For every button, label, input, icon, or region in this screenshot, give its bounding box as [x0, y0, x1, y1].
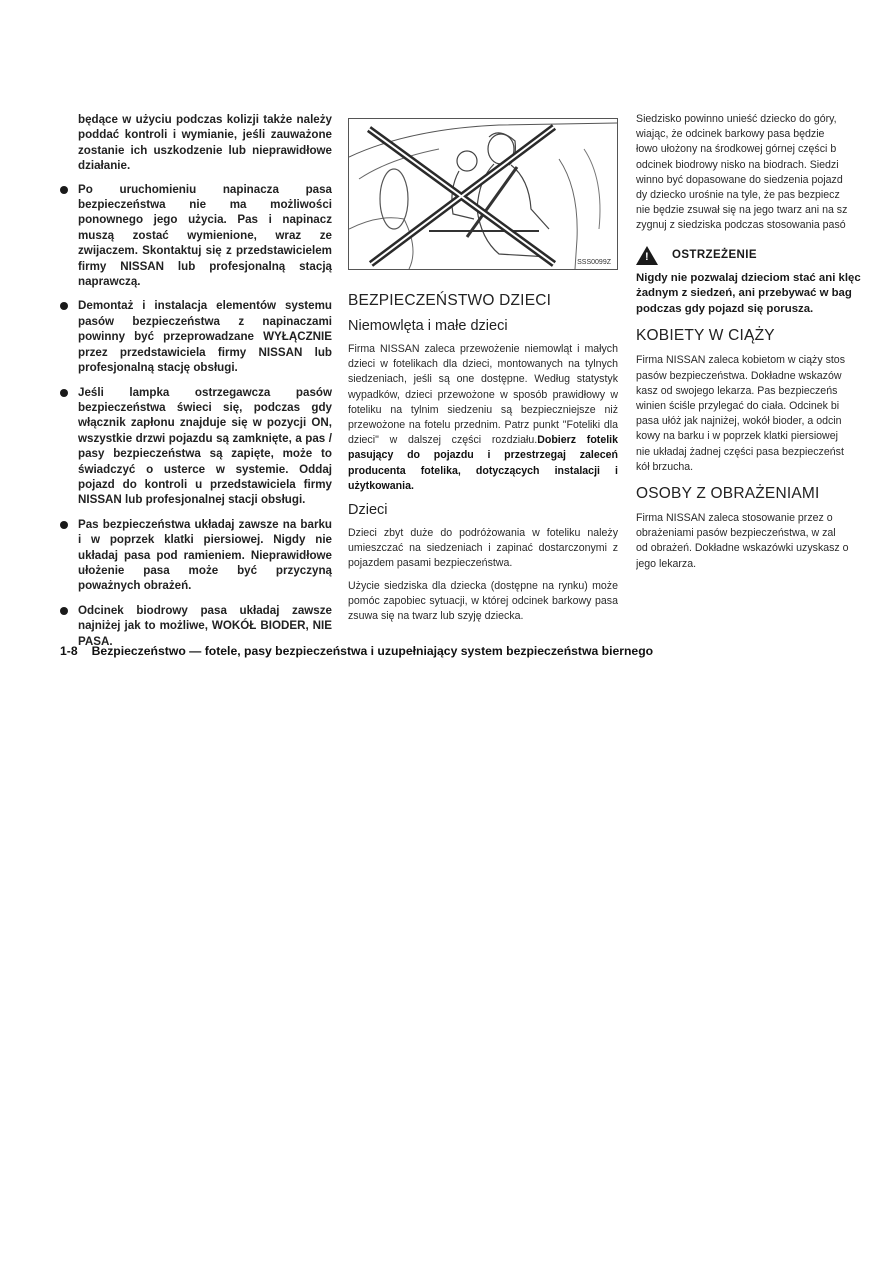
figure-code: SSS0099Z	[577, 259, 611, 266]
bullet-icon	[60, 302, 68, 310]
list-item: Odcinek biodrowy pasa układaj zawsze najniżej jak to możliwe, WOKÓŁ BIODER, NIE PASA.	[60, 603, 332, 649]
footer-title: Bezpieczeństwo — fotele, pasy bezpieczeństwa i uzupełniający system bezpieczeństwa biernego	[91, 644, 654, 658]
infants-bold-note: Dobierz fotelik pasujący do pojazdu i przestrzegaj zaleceń producenta fotelika, dotyczących instalacji i użytkowania.	[348, 434, 618, 492]
intro-paragraph: będące w użyciu podczas kolizji także należy poddać kontroli i wymianie, jeśli zauważone zostanie ich uszkodzenie lub nieprawidłowe działanie.	[78, 113, 332, 173]
list-item: Jeśli lampka ostrzegawcza pasów bezpieczeństwa świeci się, podczas gdy włącznik zapłonu znajduje się w pozycji ON, wszystkie drzwi pojazdu są zamknięte, a pas / pasy bezpieczeństwa są zapięte, może to świadczyć o usterce w systemie. Oddaj pojazd do kontroli u przedstawiciela firmy NISSAN lub profesjonalnej stacji obsługi.	[60, 385, 332, 508]
section-title-injured-persons: OSOBY Z OBRAŻENIAMI	[636, 485, 820, 503]
warning-triangle-icon: !	[636, 246, 658, 265]
section-title-child-safety: BEZPIECZEŃSTWO DZIECI	[348, 292, 552, 309]
children-paragraph-2: Użycie siedziska dla dziecka (dostępne na rynku) może pomóc zapobiec sytuacji, w której odcinek barkowy pasa zsuwa się na twarz lub szyję dziecka.	[348, 579, 618, 623]
bullet-list	[60, 182, 332, 649]
list-item: Demontaż i instalacja elementów systemu pasów bezpieczeństwa z napinaczami powinny być przeprowadzane WYŁĄCZNIE przez przedstawiciela firmy NISSAN lub profesjonalną stację obsługi.	[60, 298, 332, 375]
warning-header	[636, 246, 876, 265]
subsection-title-infants: Niemowlęta i małe dzieci	[348, 318, 508, 334]
infants-paragraph: Firma NISSAN zaleca przewożenie niemowląt i małych dzieci w fotelikach dla dzieci, montowanych na tylnych siedzeniach, jeśli są one dostępne. Według statystyk wypadków, dzieci przewożone w sposób prawidłowy w foteliku na tylnim siedzeniu są bezpieczniejsze niż przewożone na fotelu przednim. Patrz punkt "Foteliki dla dzieci" w dalszej części rozdziału.Dobierz fotelik pasujący do pojazdu i przestrzegaj zaleceń producenta fotelika, dotyczących instalacji i użytkowania.	[348, 343, 618, 492]
page-footer	[60, 644, 653, 658]
list-item: Pas bezpieczeństwa układaj zawsze na barku i w poprzek klatki piersiowej. Nigdy nie układaj pasa pod ramieniem. Nieprawidłowe ułożenie pasa może być przyczyną poważnych obrażeń.	[60, 517, 332, 594]
children-paragraph-1: Dzieci zbyt duże do podróżowania w foteliku należy umieszczać na siedzeniach i zapinać dostarczonymi z pojazdem pasami bezpieczeństwa.	[348, 527, 618, 570]
warning-label: OSTRZEŻENIE	[672, 249, 757, 262]
pregnant-women-paragraph: Firma NISSAN zaleca kobietom w ciąży stos pasów bezpieczeństwa. Dokładne wskazów kasz od swojego lekarza. Pas bezpieczeńs winien ściśle przylegać do ciała. Odcinek bi pasa ułóż jak najniżej, wokół bioder, a odcin kowy na barku i w poprzek klatki piersiowej nie układaj żadnej części pasa bezpieczeńst kół brzucha.	[636, 354, 845, 473]
right-column	[636, 112, 876, 579]
bullet-icon	[60, 521, 68, 529]
list-item: Po uruchomieniu napinacza pasa bezpieczeństwa nie ma możliwości ponownego jego użycia. Pas i napinacz muszą zostać wymienione, wraz ze zwijaczem. Skontaktuj się z przedstawicielem firmy NISSAN lub profesjonalną stacją naprawczą.	[60, 182, 332, 290]
illustration-graphic	[349, 119, 617, 269]
bullet-icon	[60, 186, 68, 194]
left-column	[60, 112, 332, 658]
warning-text: Nigdy nie pozwalaj dzieciom stać ani klęc żadnym z siedzeń, ani przebywać w bag podczas gdy pojazd się porusza.	[636, 271, 861, 315]
section-title-pregnant-women: KOBIETY W CIĄŻY	[636, 327, 775, 345]
subsection-title-children: Dzieci	[348, 502, 388, 519]
bullet-icon	[60, 607, 68, 615]
injured-persons-paragraph: Firma NISSAN zaleca stosowanie przez o obrażeniami pasów bezpieczeństwa, w zal od obrażeń. Dokładne wskazówki uzyskasz o jego lekarza.	[636, 512, 849, 570]
booster-paragraph: Siedzisko powinno unieść dziecko do góry, wiając, że odcinek barkowy pasa będzie łowo ułożony na środkowej górnej części b odcinek biodrowy nisko na biodrach. Siedzi winno być dopasowane do siedzenia pojazd dy dziecko urośnie na tyle, że pas bezpiecz nie będzie zsuwał się na jego twarz ani na sz zygnuj z siedziska podczas stosowania pasó	[636, 113, 848, 232]
middle-column	[348, 112, 618, 631]
page-number: 1-8	[60, 644, 78, 658]
bullet-icon	[60, 389, 68, 397]
child-seatbelt-illustration	[348, 118, 618, 270]
